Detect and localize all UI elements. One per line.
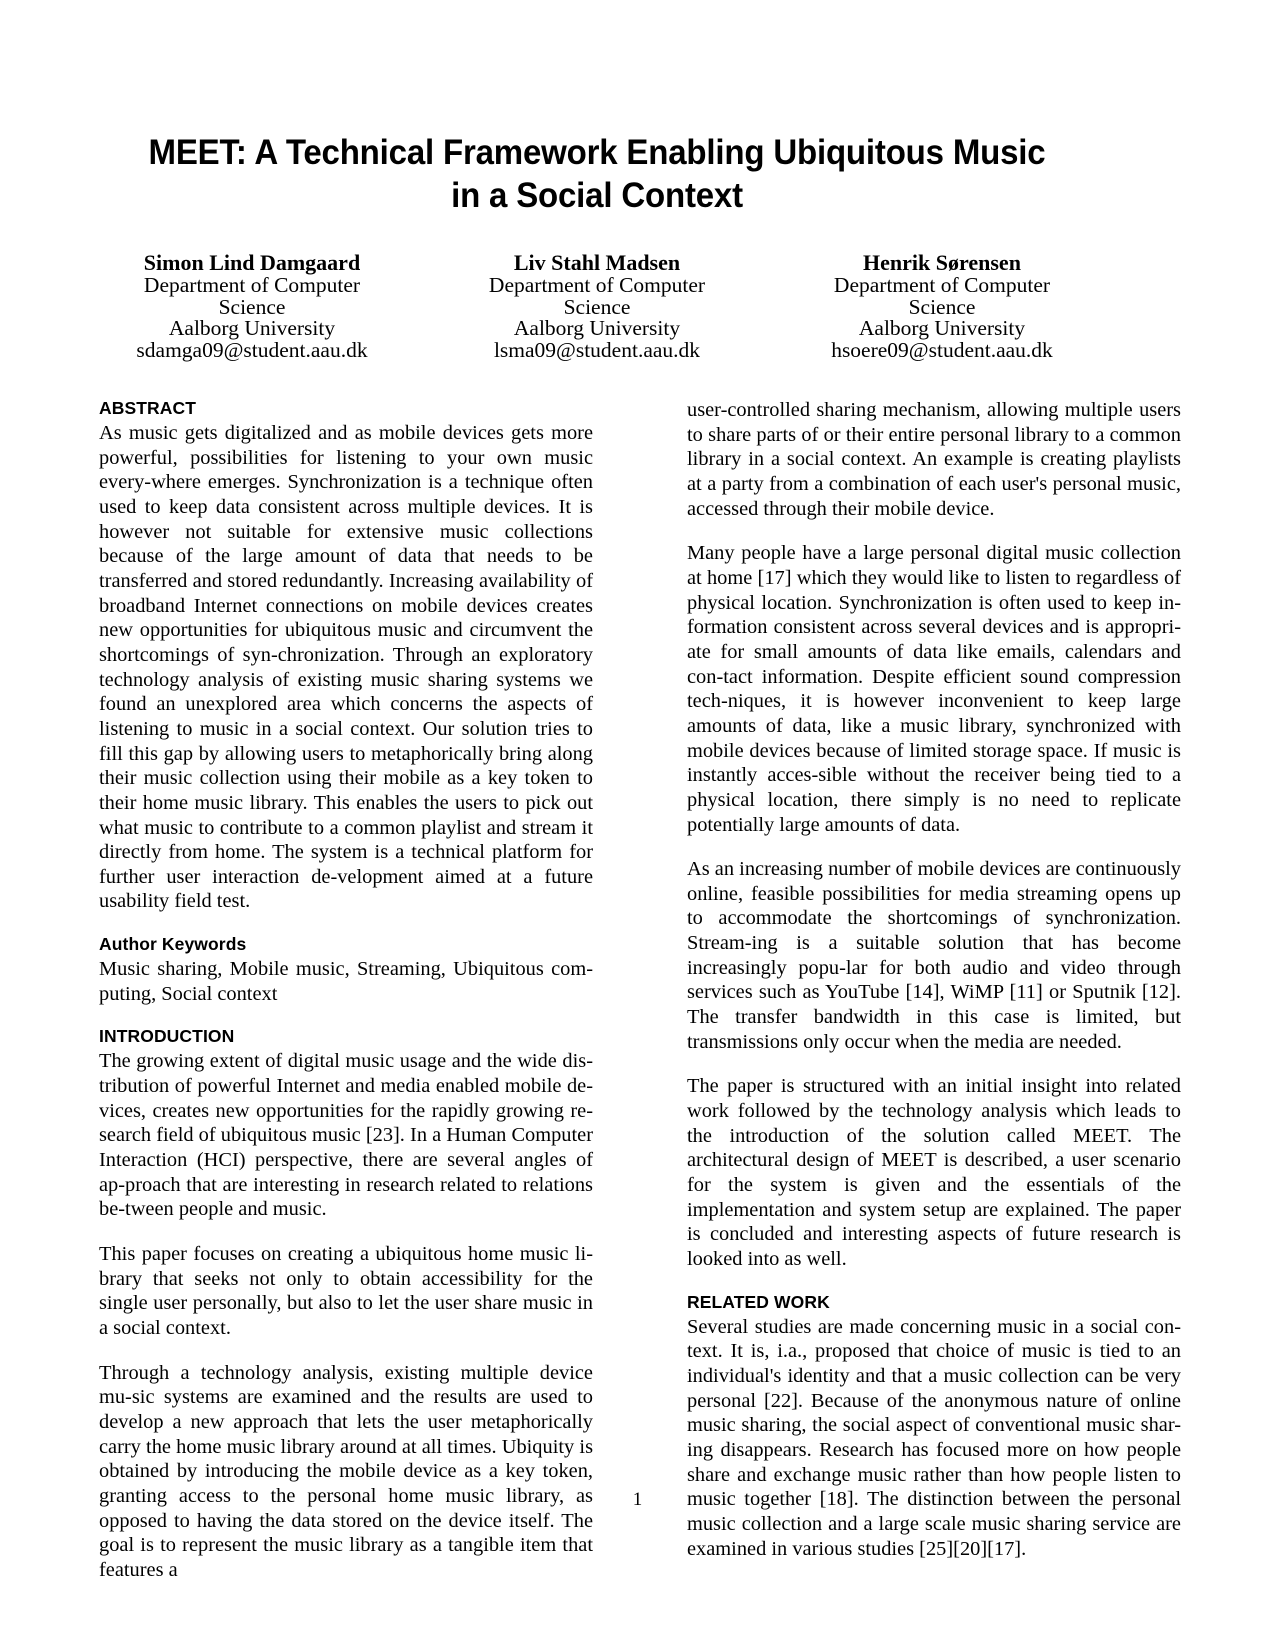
section-heading-author-keywords: Author Keywords xyxy=(99,934,247,955)
author-name: Liv Stahl Madsen xyxy=(513,250,681,275)
author-department-line2: Science xyxy=(908,294,976,319)
introduction-paragraph-5: As an increasing number of mobile devices are continuously online, feasible possibilities for media streaming opens up to accommodate the shortcomings of synchronization. Stream-ing is a suitable solution that has become increasingly popu-lar for both audio and video through services such as YouTube [14], WiMP [11] or Sputnik [12]. The transfer bandwidth in this case is limited, but transmissions only occur when the media are needed. xyxy=(687,858,1181,1053)
left-column xyxy=(99,398,593,1583)
right-column xyxy=(687,398,1181,1583)
abstract-paragraph: As music gets digitalized and as mobile devices gets more powerful, possibilities for listening to your own music every-where emerges. Synchronization is a technique often used to keep data consistent across multiple devices. It is however not suitable for extensive music collections because of the large amount of data that needs to be transferred and stored redundantly. Increasing availability of broadband Internet connections on mobile devices creates new opportunities for ubiquitous music and circumvent the shortcomings of syn-chronization. Through an exploratory technology analysis of existing music sharing systems we found an unexplored area which concerns the aspects of listening to music in a social context. Our solution tries to fill this gap by allowing users to metaphorically bring along their music collection using their mobile as a key token to their home music library. This enables the users to pick out what music to contribute to a common playlist and stream it directly from home. The system is a technical platform for further user interaction de-velopment aimed at a future usability field test. xyxy=(99,422,593,913)
author-name: Henrik Sørensen xyxy=(863,250,1021,275)
author-department-line1: Department of Computer xyxy=(143,272,361,297)
keywords-paragraph: Music sharing, Mobile music, Streaming, Ubiquitous com-puting, Social context xyxy=(99,958,593,1005)
title-block xyxy=(97,131,1097,217)
page-number: 1 xyxy=(632,1489,643,1510)
author-department-line2: Science xyxy=(563,294,631,319)
author-affiliation: Aalborg University xyxy=(513,316,681,341)
author-affiliation: Aalborg University xyxy=(168,316,336,341)
related-work-paragraph-1: Several studies are made concerning music in a social con-text. It is, i.a., proposed that choice of music is tied to an individual's identity and that a music collection can be very personal [22]. Because of the anonymous nature of online music sharing, the social aspect of conventional music shar-ing disappears. Research has focused more on how people share and exchange music rather than how people listen to music together [18]. The distinction between the personal music collection and a large scale music sharing service are examined in various studies [25][20][17]. xyxy=(687,1315,1181,1560)
author-name: Simon Lind Damgaard xyxy=(143,250,361,275)
author-department-line1: Department of Computer xyxy=(833,272,1051,297)
introduction-paragraph-4: Many people have a large personal digital music collection at home [17] which they would like to listen to regardless of physical location. Synchronization is often used to keep in-formation consistent across several devices and is appropri-ate for small amounts of data like emails, calendars and con-tact information. Despite efficient sound compression tech-niques, it is however inconvenient to keep large amounts of data, like a music library, synchronized with mobile devices because of limited storage space. If music is instantly acces-sible without the receiver being tied to a physical location, there simply is no need to replicate potentially large amounts of data. xyxy=(687,542,1181,836)
author-entry xyxy=(97,252,407,362)
introduction-continuation-paragraph: user-controlled sharing mechanism, allowing multiple users to share parts of or their entire personal library to a common library in a social context. An example is creating playlists at a party from a combination of each user's personal music, accessed through their mobile device. xyxy=(687,399,1181,520)
author-email: lsma09@student.aau.dk xyxy=(493,338,701,363)
introduction-paragraph-3: Through a technology analysis, existing multiple device mu-sic systems are examined and the results are used to develop a new approach that lets the user metaphorically carry the home music library around at all times. Ubiquity is obtained by introducing the mobile device as a key token, granting access to the personal home music library, as opposed to having the data stored on the device itself. The goal is to represent the music library as a tangible item that features a xyxy=(99,1361,593,1581)
author-department-line1: Department of Computer xyxy=(488,272,706,297)
author-affiliation: Aalborg University xyxy=(858,316,1026,341)
section-heading-abstract: ABSTRACT xyxy=(99,398,197,418)
introduction-paragraph-2: This paper focuses on creating a ubiquitous home music li-brary that seeks not only to obtain accessibility for the single user personally, but also to let the user share music in a social context. xyxy=(99,1243,593,1339)
author-email: sdamga09@student.aau.dk xyxy=(136,338,368,363)
author-entry xyxy=(787,252,1097,362)
body-columns xyxy=(99,398,1181,1583)
author-entry xyxy=(442,252,752,362)
introduction-paragraph-6: The paper is structured with an initial insight into related work followed by the technology analysis which leads to the introduction of the solution called MEET. The architectural design of MEET is described, a user scenario for the system is given and the essentials of the implementation and system setup are explained. The paper is concluded and interesting aspects of future research is looked into as well. xyxy=(687,1075,1181,1270)
section-heading-related-work: RELATED WORK xyxy=(687,1291,830,1312)
section-heading-introduction: INTRODUCTION xyxy=(99,1026,235,1047)
author-email: hsoere09@student.aau.dk xyxy=(831,338,1053,363)
page-title: MEET: A Technical Framework Enabling Ubiquitous Music in a Social Context xyxy=(148,132,1046,215)
author-department-line2: Science xyxy=(218,294,286,319)
introduction-paragraph-1: The growing extent of digital music usage and the wide dis-tribution of powerful Internet and media enabled mobile de-vices, creates new opportunities for the rapidly growing re-search field of ubiquitous music [23]. In a Human Computer Interaction (HCI) perspective, there are several angles of ap-proach that are interesting in research related to relations be-tween people and music. xyxy=(99,1050,593,1221)
author-block xyxy=(97,252,1097,362)
